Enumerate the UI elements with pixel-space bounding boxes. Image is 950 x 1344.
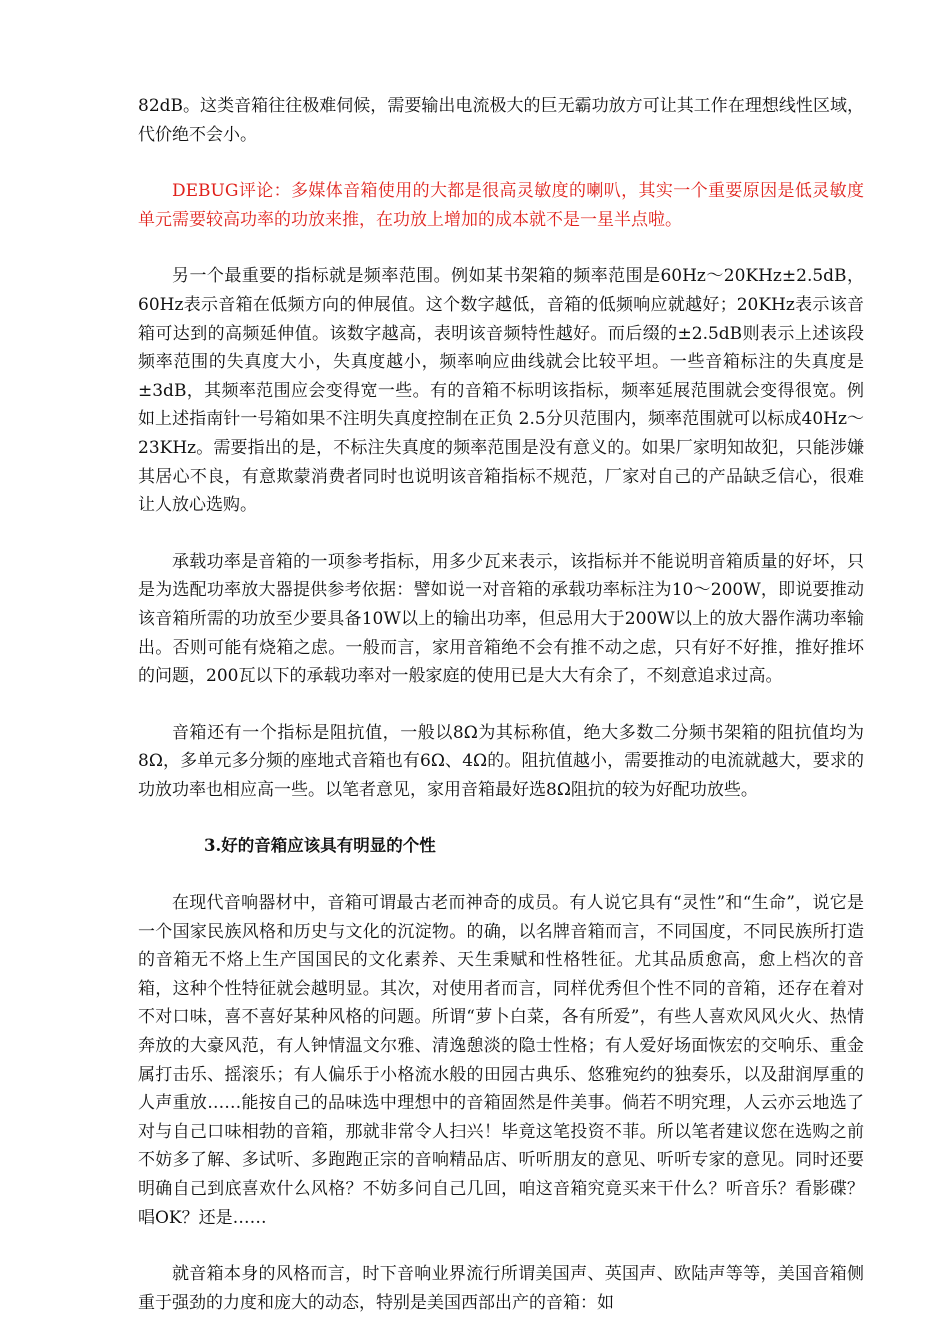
document-page xyxy=(138,92,864,1317)
debug-comment: DEBUG评论：多媒体音箱使用的大都是很高灵敏度的喇叭，其实一个重要原因是低灵敏度单元需要较高功率的功放来推，在功放上增加的成本就不是一星半点啦。 xyxy=(138,181,864,230)
paragraph-impedance: 音箱还有一个指标是阻抗值，一般以8Ω为其标称值，绝大多数二分频书架箱的阻抗值均为8Ω，多单元多分频的座地式音箱也有6Ω、4Ω的。阻抗值越小，需要推动的电流就越大，要求的功放功率也相应高一些。以笔者意见，家用音箱最好选8Ω阻抗的较为好配功放些。 xyxy=(138,722,864,800)
paragraph-sensitivity-end: 82dB。这类音箱往往极难伺候，需要输出电流极大的巨无霸功放方可让其工作在理想线性区域，代价绝不会小。 xyxy=(138,96,864,145)
paragraph-personality: 在现代音响器材中，音箱可谓最古老而神奇的成员。有人说它具有“灵性”和“生命”，说它是一个国家民族风格和历史与文化的沉淀物。的确，以名牌音箱而言，不同国度，不同民族所打造的音箱无不烙上生产国国民的文化素养、天生秉赋和性格牲征。尤其品质愈高，愈上档次的音箱，这种个性特征就会越明显。其次，对使用者而言，同样优秀但个性不同的音箱，还存在着对不对口味，喜不喜好某种风格的问题。所谓“萝卜白菜，各有所爱”，有些人喜欢风风火火、热情奔放的大豪风范，有人钟情温文尔雅、清逸憩淡的隐士性格；有人爱好场面恢宏的交响乐、重金属打击乐、摇滚乐；有人偏乐于小格流水般的田园古典乐、悠雅宛约的独奏乐，以及甜润厚重的人声重放……能按自己的品味选中理想中的音箱固然是件美事。倘若不明究理，人云亦云地选了对与自己口味相勃的音箱，那就非常令人扫兴！毕竟这笔投资不菲。所以笔者建议您在选购之前不妨多了解、多试听、多跑跑正宗的音响精品店、听听朋友的意见、听听专家的意见。同时还要明确自己到底喜欢什么风格？不妨多问自己几回，咱这音箱究竟买来干什么？听音乐？看影碟？唱OK？还是…… xyxy=(138,893,864,1228)
section-heading: 3.好的音箱应该具有明显的个性 xyxy=(204,836,436,856)
paragraph-power-rating: 承载功率是音箱的一项参考指标，用多少瓦来表示，该指标并不能说明音箱质量的好坏，只是为选配功率放大器提供参考依据：譬如说一对音箱的承载功率标注为10～200W，即说要推动该音箱所需的功放至少要具备10W以上的输出功率，但忌用大于200W以上的放大器作满功率输出。否则可能有烧箱之虑。一般而言，家用音箱绝不会有推不动之虑，只有好不好推，推好推坏的问题，200瓦以下的承载功率对一般家庭的使用已是大大有余了，不刻意追求过高。 xyxy=(138,551,864,687)
paragraph-frequency-range: 另一个最重要的指标就是频率范围。例如某书架箱的频率范围是60Hz～20KHz±2.5dB，60Hz表示音箱在低频方向的伸展值。这个数字越低，音箱的低频响应就越好；20KHz表示该音箱可达到的高频延伸值。该数字越高，表明该音频特性越好。而后缀的±2.5dB则表示上述该段频率范围的失真度大小，失真度越小，频率响应曲线就会比较平坦。一些音箱标注的失真度是±3dB，其频率范围应会变得宽一些。有的音箱不标明该指标，频率延展范围就会变得很宽。例如上述指南针一号箱如果不注明失真度控制在正负 2.5分贝范围内，频率范围就可以标成40Hz～23KHz。需要指出的是，不标注失真度的频率范围是没有意义的。如果厂家明知故犯，只能涉嫌其居心不良，有意欺蒙消费者同时也说明该音箱指标不规范，厂家对自己的产品缺乏信心，很难让人放心选购。 xyxy=(138,266,864,516)
paragraph-sound-style: 就音箱本身的风格而言，时下音响业界流行所谓美国声、英国声、欧陆声等等，美国音箱侧重于强劲的力度和庞大的动态，特别是美国西部出产的音箱：如 xyxy=(138,1264,864,1313)
